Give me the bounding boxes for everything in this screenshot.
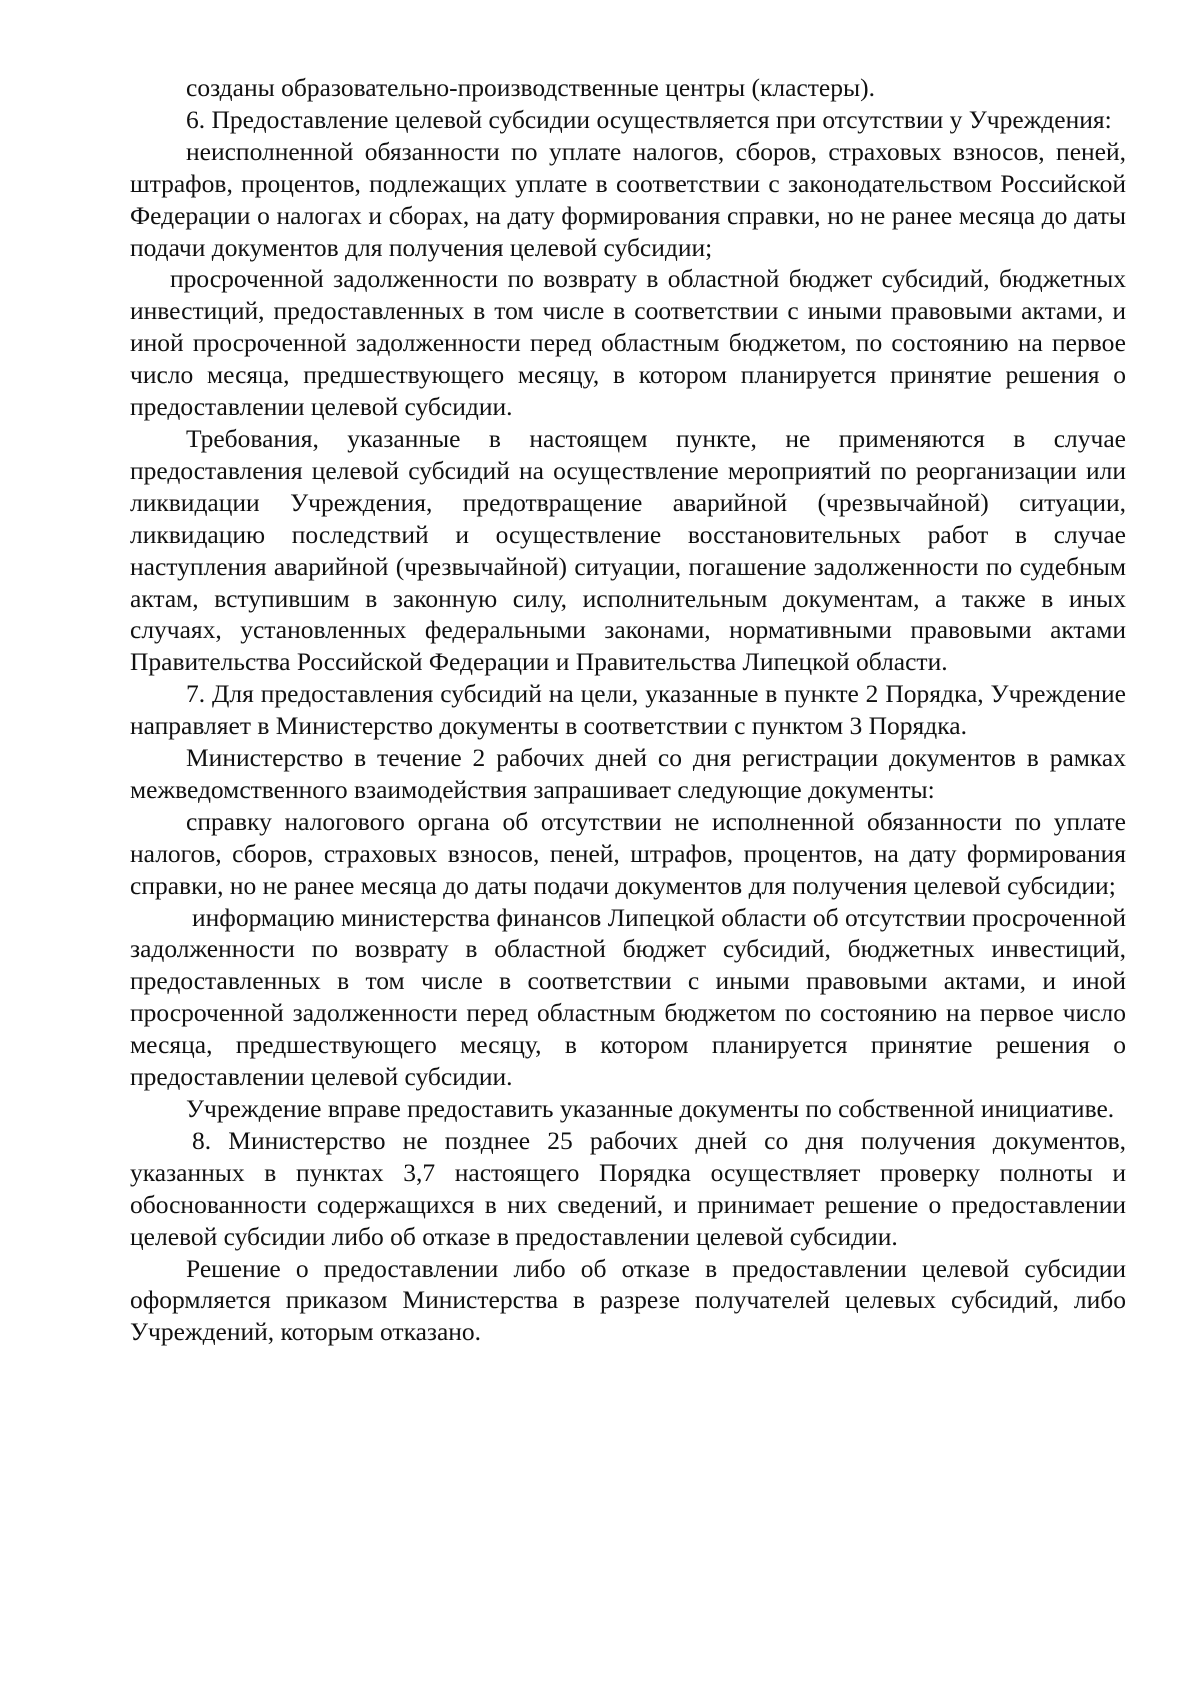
paragraph-tax-certificate: справку налогового органа об отсутствии не исполненной обязанности по уплате налогов, сборов, страховых взносов, пеней, штрафов, процентов, на дату формирования справки, но не ранее месяца до даты подачи документов для получения целевой субсидии; [130,806,1126,900]
paragraph-item-8: 8. Министерство не позднее 25 рабочих дней со дня получения документов, указанных в пунктах 3,7 настоящего Порядка осуществляет проверку полноты и обоснованности содержащихся в них сведений, и принимает решение о предоставлении целевой субсидии либо об отказе в предоставлении целевой субсидии. [130,1125,1126,1251]
paragraph-decision: Решение о предоставлении либо об отказе в предоставлении целевой субсидии оформляется приказом Министерства в разрезе получателей целевых субсидий, либо Учреждений, которым отказано. [130,1253,1126,1347]
paragraph-tax-obligation: неисполненной обязанности по уплате налогов, сборов, страховых взносов, пеней, штрафов, процентов, подлежащих уплате в соответствии с законодательством Российской Федерации о налогах и сборах, на дату формирования справки, но не ранее месяца до даты подачи документов для получения целевой субсидии; [130,136,1126,262]
paragraph-overdue-debt: просроченной задолженности по возврату в областной бюджет субсидий, бюджетных инвестиций, предоставленных в том числе в соответствии с иными правовыми актами, и иной просроченной задолженности перед областным бюджетом, по состоянию на первое число месяца, предшествующего месяцу, в котором планируется принятие решения о предоставлении целевой субсидии. [130,264,1126,422]
paragraph-requirements-exceptions: Требования, указанные в настоящем пункте, не применяются в случае предоставления целевой субсидий на осуществление мероприятий по реорганизации или ликвидации Учреждения, предотвращение аварийной (чрезвычайной) ситуации, ликвидацию последствий и осуществление восстановительных работ в случае наступления аварийной (чрезвычайной) ситуации, погашение задолженности по судебным актам, вступившим в законную силу, исполнительным документам, а также в иных случаях, установленных федеральными законами, нормативными правовыми актами Правительства Российской Федерации и Правительства Липецкой области. [130,423,1126,677]
paragraph-item-7: 7. Для предоставления субсидий на цели, указанные в пункте 2 Порядка, Учреждение направляет в Министерство документы в соответствии с пунктом 3 Порядка. [130,679,1126,741]
paragraph-own-initiative: Учреждение вправе предоставить указанные документы по собственной инициативе. [186,1094,1115,1123]
document-body [130,72,1126,1348]
paragraph-continuation: созданы образовательно-производственные центры (кластеры). [186,73,875,102]
paragraph-ministry-request: Министерство в течение 2 рабочих дней со дня регистрации документов в рамках межведомственного взаимодействия запрашивает следующие документы: [130,743,1126,804]
paragraph-item-6: 6. Предоставление целевой субсидии осуществляется при отсутствии у Учреждения: [186,104,1112,134]
paragraph-finance-info: информацию министерства финансов Липецкой области об отсутствии просроченной задолженности по возврату в областной бюджет субсидий, бюджетных инвестиций, предоставленных в том числе в соответствии с иными правовыми актами, и иной просроченной задолженности перед областным бюджетом по состоянию на первое число месяца, предшествующего месяцу, в котором планируется принятие решения о предоставлении целевой субсидии. [130,902,1126,1092]
